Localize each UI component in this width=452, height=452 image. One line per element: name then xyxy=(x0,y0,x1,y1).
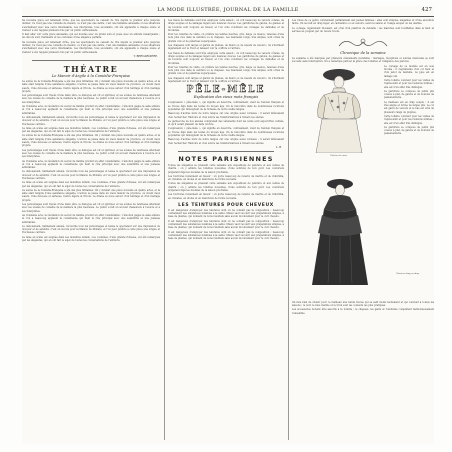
paragraph: L'expression « pêle-mêle », qui signifie en désordre, confusément, vient de l'ancien français et se trouve déjà dans les textes du moyen âge. On la rencontre dans de nombreuses locutions populaires qui témoignent de la richesse de notre vieille langue. xyxy=(168,101,284,111)
article-signature: T. BERNARDIÈRE. xyxy=(133,54,158,58)
paragraph: Les chapeaux sont larges et garnis de plumes, de fleurs ou de nœuds de velours ; ils s'inclinent légèrement sur le front et laissent voir la coiffure à l'arrière. xyxy=(168,44,284,51)
paragraph: Toutes les élégantes se pressent cette semaine aux expositions de peinture et aux ventes de charité ; on y admire les toilettes nouvelles, d'une sobriété de bon goût. Les couturiers préparent déjà les modèles de la saison prochaine. xyxy=(168,163,284,174)
paragraph: Le dénouement, habilement amené, réconcilie tous les personnages et laisse le spectateur sur une impression de douceur et de sérénité. C'est un succès pour la Maison de Molière, et l'on peut prédire à cette pièce une longue et fructueuse carrière. xyxy=(22,115,160,126)
figure-caption: Manteau long en drap. xyxy=(396,272,420,275)
teintures-heading: LES TEINTURES POUR CHEVEUX xyxy=(178,202,274,208)
paragraph: La garde-robe de nos aïeules comprenait des vêtements dont les noms sont aujourd'hui oubliés, et qu'il serait plaisant de faire revivre. xyxy=(168,119,284,127)
page-number: 427 xyxy=(421,7,432,13)
paragraph: Il est dangereux d'employer des teintures dont on ne connaît pas la composition ; beaucoup contiennent des substances nuisibles à la santé. Mieux vaut recourir aux préparations simples, à base de plantes, qui donnent de bons résultats sans aucun inconvénient pour le cuir chevelu. xyxy=(168,208,284,219)
paragraph: La garniture se compose de petits plis cousus à plat, de galons et de boutons de passementerie. xyxy=(384,89,434,100)
paragraph: Il est dangereux d'employer des teintures dont on ne connaît pas la composition ; beaucoup contiennent des substances nuisibles à la santé. Mieux vaut recourir aux préparations simples, à base de plantes, qui donnent de bons résultats sans aucun inconvénient pour le cuir chevelu. xyxy=(168,230,284,241)
column-middle xyxy=(168,19,284,444)
paragraph: Au troisième acte, la révélation du secret de famille produit un effet considérable ; l'émotion gagne la salle entière et l'on a beaucoup applaudi la comédienne qui tient le rôle principal avec une sensibilité et une justesse admirables. xyxy=(22,159,160,170)
figure-side-text xyxy=(384,65,434,136)
paragraph: Cette toilette convient pour les visites de l'après-midi et pour les réunions intimes ; elle est d'un effet très distingué. xyxy=(384,78,434,89)
paragraph: Il faut aller voir cette pièce amusante, qui est montée avec un grand soin et jouée avec un entrain remarquable ; les décors sont charmants et les costumes d'une élégance parfaite. xyxy=(22,33,160,40)
paragraph: Le dénouement, habilement amené, réconcilie tous les personnages et laisse le spectateur sur une impression de douceur et de sérénité. C'est un succès pour la Maison de Molière, et l'on peut prédire à cette pièce une longue et fructueuse carrière. xyxy=(22,224,160,235)
paragraph: Les robes de ce genre conviennent parfaitement aux jeunes femmes ; elles sont simples, élégantes et d'une exécution facile. On les fait en drap léger, en cachemire ou en velours, selon la saison et l'usage auquel on les destine. xyxy=(292,19,434,26)
journal-title: LA MODE ILLUSTRÉE, JOURNAL DE LA FAMILLE xyxy=(157,7,299,13)
paragraph: Le corsage, légèrement blousant, est orné d'un plastron de dentelle ; les manches sont bouffantes dans le haut et serrées au poignet par un revers brodé. xyxy=(292,26,434,33)
column-rule xyxy=(164,19,165,440)
paragraph: La soirée de la Comédie-Française a été des plus brillantes. On y donnait une pièce nouvelle en quatre actes, et la salle était remplie d'une assistance élégante. L'action se passe dans un vieux manoir de province, où vivent deux sœurs, l'une dévouée et sérieuse, l'autre légère et frivole. Le drame se noue autour d'un héritage et d'un mariage projeté. xyxy=(22,188,160,202)
theatre-heading: THÉATRE xyxy=(63,63,119,74)
paragraph: Les personnages sont tracés d'une main sûre, le dialogue est vif et spirituel, et les scènes de tendresse alternent avec les scènes de comédie de la manière la plus heureuse. Le public a fait un accueil chaleureux à l'œuvre et à ses interprètes. xyxy=(22,148,160,159)
magazine-page xyxy=(22,6,434,444)
fashion-illustration-cloak xyxy=(300,175,380,287)
column-left xyxy=(22,19,160,444)
column-rule xyxy=(288,19,289,440)
chronique-vignette xyxy=(335,35,391,49)
column-right xyxy=(292,19,434,444)
paragraph: Au troisième acte, la révélation du secret de famille produit un effet considérable ; l'émotion gagne la salle entière et l'on a beaucoup applaudi la comédienne qui tient le rôle principal avec une sensibilité et une justesse admirables. xyxy=(22,213,160,224)
fashion-illustration-dress xyxy=(296,65,382,153)
divider xyxy=(178,151,274,152)
paragraph: La garniture se compose de petits plis cousus à plat, de galons et de boutons de passementerie. xyxy=(384,125,434,136)
theatre-subheading: Le Manoir d'Argile à la Comédie-Française xyxy=(51,73,131,78)
pele-mele-heading: PÊLE-MÊLE xyxy=(186,85,266,96)
paragraph: La soirée de la Comédie-Française a été des plus brillantes. On y donnait une pièce nouvelle en quatre actes, et la salle était remplie d'une assistance élégante. L'action se passe dans un vieux manoir de province, où vivent deux sœurs, l'une dévouée et sérieuse, l'autre légère et frivole. Le drame se noue autour d'un héritage et d'un mariage projeté. xyxy=(22,79,160,93)
paragraph: Pour les toilettes de visite, on préfère les teintes neutres, gris, beige ou mauve, relevées d'une note plus vive dans la ceinture ou le chapeau. Les manteaux longs, très amples, sont ornés de grands cols et de pèlerines superposées. xyxy=(168,33,284,43)
paragraph: Beaucoup d'autres mots de notre langue ont une origine aussi curieuse ; il serait intéressant d'en rechercher l'histoire et d'en suivre les transformations à travers les siècles. xyxy=(168,112,284,119)
paragraph: Au troisième acte, la révélation du secret de famille produit un effet considérable ; l'émotion gagne la salle entière et l'on a beaucoup applaudi la comédienne qui tient le rôle principal avec une sensibilité et une justesse admirables. xyxy=(22,105,160,115)
paragraph: La soirée de la Comédie-Française a été des plus brillantes. On y donnait une pièce nouvelle en quatre actes, et la salle était remplie d'une assistance élégante. L'action se passe dans un vieux manoir de province, où vivent deux sœurs, l'une dévouée et sérieuse, l'autre légère et frivole. Le drame se noue autour d'un héritage et d'un mariage projeté. xyxy=(22,134,160,148)
notes-heading: NOTES PARISIENNES xyxy=(178,154,274,163)
paragraph: On fera bien de choisir pour ce manteau une teinte foncée qui se salit moins facilement et qui convient à toutes les saisons ; le noir, le bleu marine et le brun sont les couleurs les plus pratiques. xyxy=(292,300,434,308)
paragraph: Les tissus de fantaisie sont très employés cette saison ; on voit beaucoup de velours côtelés, de draps souples et de lainages légers aux nuances douces. Les garnitures de galons, de ganses et de boutons sont toujours en faveur, et l'on orne volontiers les corsages de dentelles et de broderies. xyxy=(168,51,284,65)
paragraph: La mise en scène est soignée dans ses moindres détails ; les costumes, d'une grande richesse, ont été remarqués par les élégantes, qui en ont fait le sujet de toutes les conversations de l'entracte. xyxy=(22,181,160,188)
paragraph: Cette toilette convient pour les visites de l'après-midi et pour les réunions intimes ; elle est d'un effet très distingué. xyxy=(384,114,434,125)
paragraph: Les personnages sont tracés d'une main sûre, le dialogue est vif et spirituel, et les scènes de tendresse alternent avec les scènes de comédie de la manière la plus heureuse. Le public a fait un accueil chaleureux à l'œuvre et à ses interprètes. xyxy=(22,94,160,104)
paragraph: Le corsage de ce modèle est en soie brodée ; il s'agrémente d'un col haut et d'un jabot de dentelle. La jupe est en lainage uni. xyxy=(384,64,434,78)
paragraph: Le manteau est en drap souple ; il est très ample et forme de larges plis. Le col est garni de velours et le bas est orné de plusieurs rangs de piqûres. xyxy=(384,100,434,114)
paragraph: Pour les toilettes de visite, on préfère les teintes neutres, gris, beige ou mauve, relevées d'une note plus vive dans la ceinture ou le chapeau. Les manteaux longs, très amples, sont ornés de grands cols et de pèlerines superposées. xyxy=(168,65,284,76)
paragraph: Les fourrures reviennent en faveur : on porte beaucoup de renard, de martre et de chinchilla, en cravates, en étoles et en manchons de forme nouvelle. xyxy=(168,174,284,182)
paragraph: Les fourrures reviennent en faveur : on porte beaucoup de renard, de martre et de chinchilla, en cravates, en étoles et en manchons de forme nouvelle. xyxy=(168,193,284,200)
pele-mele-subheading: Explication des vieux mots français xyxy=(193,95,259,100)
paragraph: La mise en scène est soignée dans ses moindres détails ; les costumes, d'une grande richesse, ont été remarqués par les élégantes, qui en ont fait le sujet de toutes les conversations de l'entracte. xyxy=(22,235,160,243)
paragraph: Sa nouvelle pièce est tellement drôle, que les spectateurs ne cessent de rire depuis le premier acte jusqu'au dernier. Ce n'est pas une comédie de mœurs, ce n'est pas une satire, c'est une fantaisie amusante où les situations s'enchaînent avec une verve intarissable. Les interprètes, tous excellents, ont été applaudis à chaque scène et l'auteur a été rappelé plusieurs fois par un public enthousiaste. xyxy=(22,19,160,32)
paragraph: La mise en scène est soignée dans ses moindres détails ; les costumes, d'une grande richesse, ont été remarqués par les élégantes, qui en ont fait le sujet de toutes les conversations de l'entracte. xyxy=(22,126,160,134)
page-header xyxy=(22,6,434,17)
paragraph: Le dénouement, habilement amené, réconcilie tous les personnages et laisse le spectateur sur une impression de douceur et de sérénité. C'est un succès pour la Maison de Molière, et l'on peut prédire à cette pièce une longue et fructueuse carrière. xyxy=(22,170,160,180)
paragraph: Toutes les élégantes se pressent cette semaine aux expositions de peinture et aux ventes de charité ; on y admire les toilettes nouvelles, d'une sobriété de bon goût. Les couturiers préparent déjà les modèles de la saison prochaine. xyxy=(168,182,284,192)
paragraph: L'expression « pêle-mêle », qui signifie en désordre, confusément, vient de l'ancien français et se trouve déjà dans les textes du moyen âge. On la rencontre dans de nombreuses locutions populaires qui témoignent de la richesse de notre vieille langue. xyxy=(168,127,284,138)
divider xyxy=(32,60,150,61)
paragraph: Il est dangereux d'employer des teintures dont on ne connaît pas la composition ; beaucoup contiennent des substances nuisibles à la santé. Mieux vaut recourir aux préparations simples, à base de plantes, qui donnent de bons résultats sans aucun inconvénient pour le cuir chevelu. xyxy=(168,219,284,230)
paragraph: Les tissus de fantaisie sont très employés cette saison ; on voit beaucoup de velours côtelés, de draps souples et de lainages légers aux nuances douces. Les garnitures de galons, de ganses et de boutons sont toujours en faveur, et l'on orne volontiers les corsages de dentelles et de broderies. xyxy=(168,19,284,32)
paragraph: Les accessoires doivent être assortis à la toilette ; le chapeau, les gants et l'ombrelle complètent harmonieusement l'ensemble. xyxy=(292,308,434,315)
paragraph: Sa nouvelle pièce est tellement drôle, que les spectateurs ne cessent de rire depuis le premier acte jusqu'au dernier. Ce n'est pas une comédie de mœurs, ce n'est pas une satire, c'est une fantaisie amusante où les situations s'enchaînent avec une verve intarissable. Les interprètes, tous excellents, ont été applaudis à chaque scène et l'auteur a été rappelé plusieurs fois par un public enthousiaste. xyxy=(22,40,160,54)
chronique-heading: Chronique de la semaine xyxy=(340,51,386,56)
ornament-icon xyxy=(335,36,391,50)
paragraph: La semaine a été marquée par plusieurs événements mondains : mariages, réceptions et soirées musicales se sont succédé sans interruption. On a remarqué partout la grâce des toilettes et l'élégance des parures. xyxy=(292,57,434,64)
paragraph: Beaucoup d'autres mots de notre langue ont une origine aussi curieuse ; il serait intéressant d'en rechercher l'histoire et d'en suivre les transformations à travers les siècles. xyxy=(168,138,284,145)
article-signature: L. B. xyxy=(275,145,282,149)
paragraph: Les chapeaux sont larges et garnis de plumes, de fleurs ou de nœuds de velours ; ils s'inclinent légèrement sur le front et laissent voir la coiffure à l'arrière. xyxy=(168,76,284,84)
illustrations-block xyxy=(292,65,434,301)
figure-caption: Toilette de visite. xyxy=(330,154,348,157)
paragraph: Les personnages sont tracés d'une main sûre, le dialogue est vif et spirituel, et les scènes de tendresse alternent avec les scènes de comédie de la manière la plus heureuse. Le public a fait un accueil chaleureux à l'œuvre et à ses interprètes. xyxy=(22,203,160,213)
